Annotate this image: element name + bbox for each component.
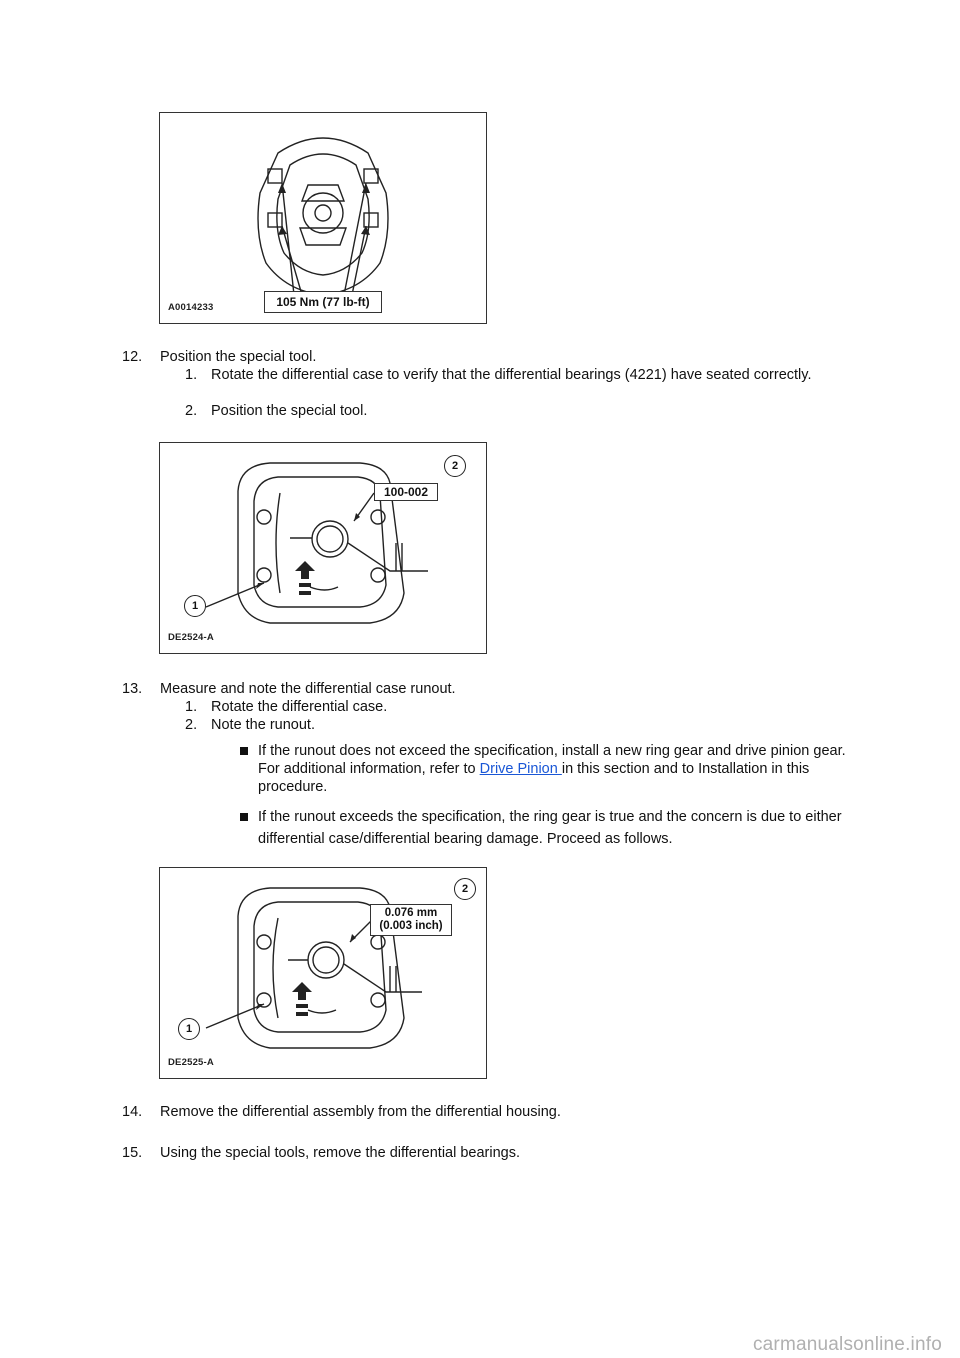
callout-1: 1 [178,1018,200,1040]
substep-text: Position the special tool. [211,403,368,419]
callout-1: 1 [184,595,206,617]
runout-mm: 0.076 mm [384,907,438,919]
bullet-text: If the runout exceeds the specification, the ring gear is true and the concern is due to either differential case/differential bearing damage. Proceed as follows. [258,809,842,847]
substep-number: 2. [185,717,198,733]
watermark: carmanualsonline.info [752,1334,942,1355]
substep-number: 1. [185,367,198,383]
bullet-text: If the runout does not exceed the specification, install a new ring gear and drive pinion gear. For additional information, refer to [258,743,846,777]
figure-torque-bolts [159,112,487,324]
figure-id: DE2525-A [168,1057,214,1068]
bullet-square-icon [240,747,248,755]
step-number: 12. [122,349,143,365]
step-number: 13. [122,681,143,697]
substep-text: Note the runout. [211,717,315,733]
step-text: Remove the differential assembly from the differential housing. [160,1104,561,1120]
substep-number: 1. [185,699,198,715]
figure-id: DE2524-A [168,632,214,643]
runout-inch: (0.003 inch) [379,920,443,932]
runout-spec-callout [370,904,452,936]
step-text: Using the special tools, remove the differential bearings. [160,1145,521,1161]
figure-position-tool [159,442,487,654]
bullet-square-icon [240,813,248,821]
torque-callout: 105 Nm (77 lb-ft) [264,291,382,313]
step-number: 14. [122,1104,143,1120]
dial-indicator-illustration [160,443,486,653]
figure-id: A0014233 [168,302,214,313]
runout-measurement-illustration [160,868,486,1078]
callout-2: 2 [444,455,466,477]
callout-2: 2 [454,878,476,900]
bullet-text-end: in this section and to Installation in this procedure. [258,761,810,795]
substep-text: Rotate the differential case to verify that the differential bearings (4221) have seated correctly. [211,367,812,383]
step-text: Position the special tool. [160,349,317,365]
tool-number-callout: 100-002 [374,483,438,501]
drive-pinion-link[interactable]: Drive Pinion [479,761,562,777]
step-text: Measure and note the differential case runout. [160,681,456,697]
figure-measure-runout [159,867,487,1079]
substep-number: 2. [185,403,198,419]
step-number: 15. [122,1145,143,1161]
substep-text: Rotate the differential case. [211,699,388,715]
